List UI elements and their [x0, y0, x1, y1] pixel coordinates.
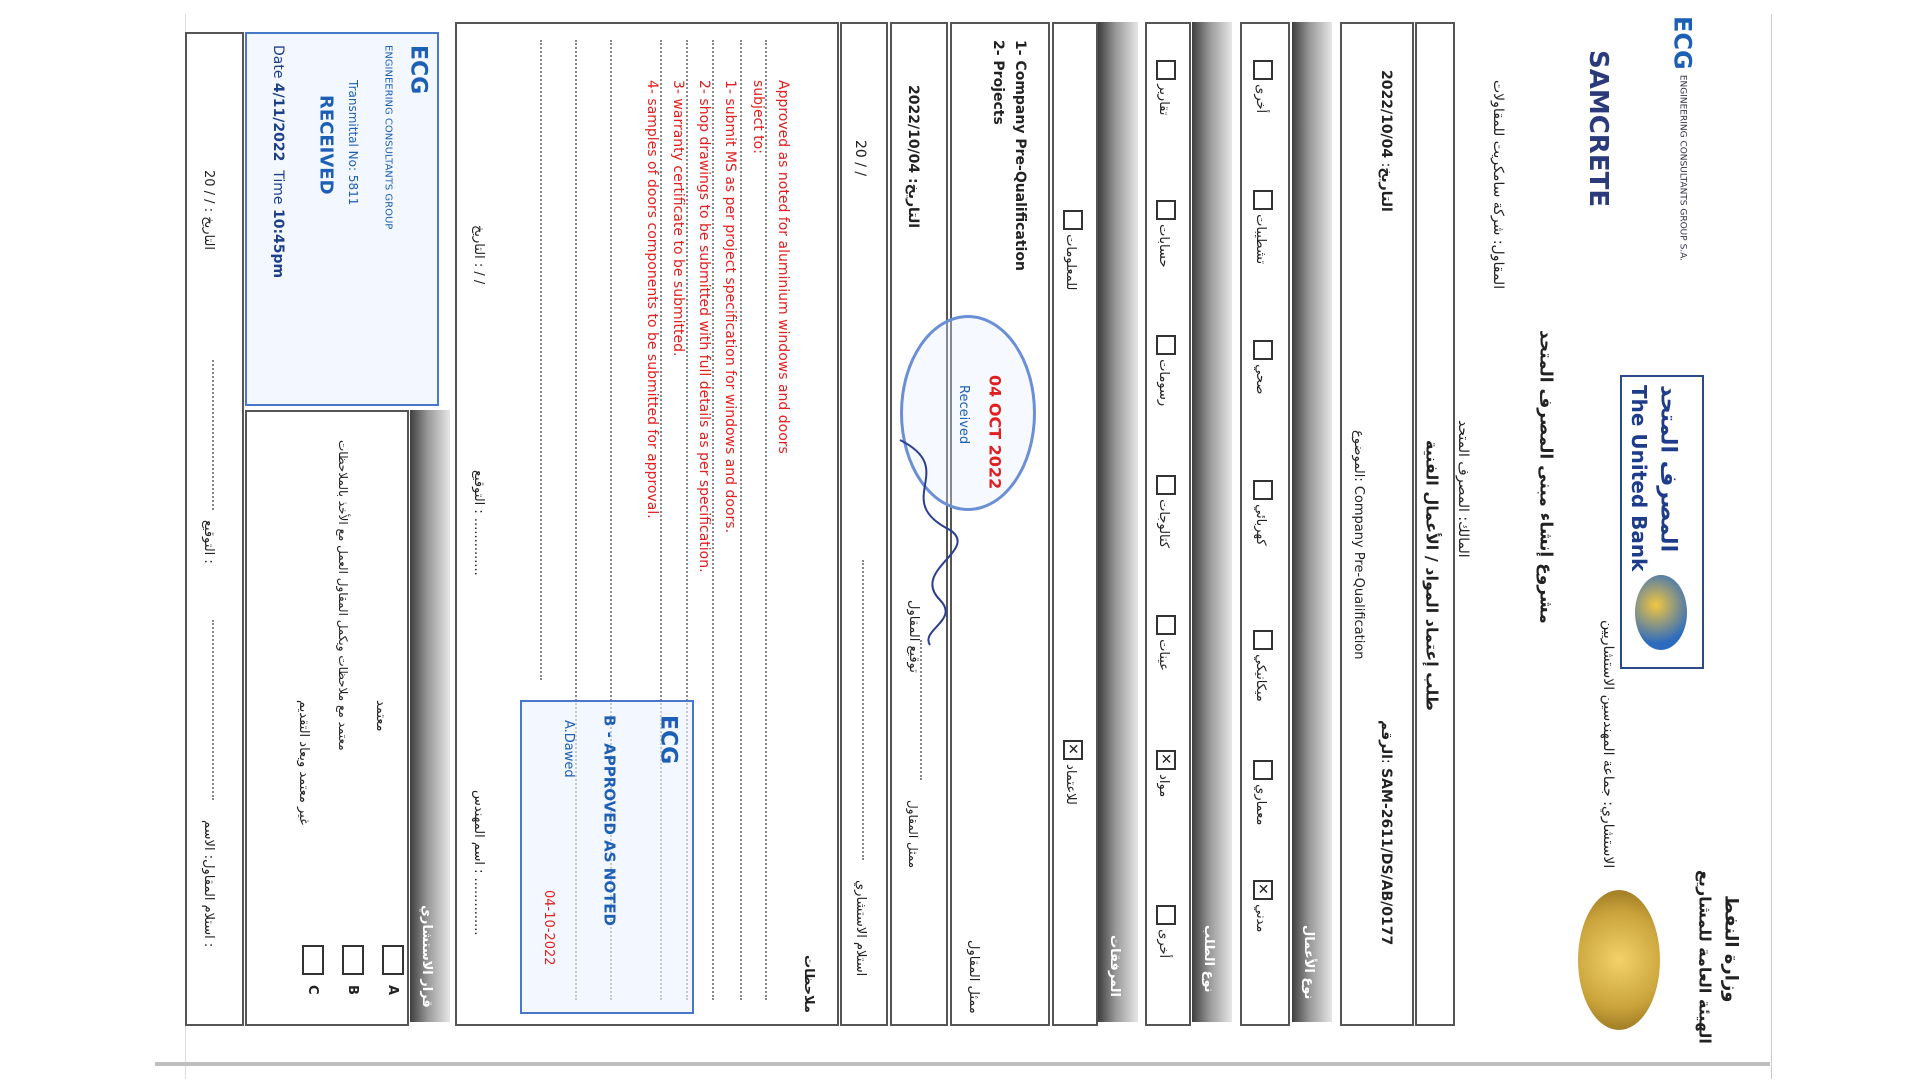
- decision-option-c[interactable]: غير معتمد ويعاد التقديم: [295, 700, 311, 825]
- ecg-approved-title: ECG: [655, 715, 681, 765]
- attach-checkbox-1[interactable]: [1063, 210, 1083, 230]
- decision-code-c: C: [304, 985, 320, 995]
- submittal-checkbox-0[interactable]: ✕: [1156, 750, 1176, 770]
- owner-line: المالك: المصرف المتحد: [1455, 420, 1472, 558]
- submittal-type-label: نوع الطلب: [1200, 925, 1216, 993]
- work-type-item-3[interactable]: كهربائي: [1252, 480, 1273, 546]
- date-field: التاريخ: 2022/10/04: [1378, 70, 1395, 212]
- submittal-checkbox-3[interactable]: [1156, 335, 1176, 355]
- work-type-checkbox-6[interactable]: [1253, 60, 1273, 80]
- ministry-seal: [1578, 890, 1660, 1030]
- submittal-item-1[interactable]: عينات: [1155, 615, 1176, 671]
- decision-checkbox-c[interactable]: [302, 945, 324, 975]
- work-type-item-1[interactable]: معماري: [1252, 760, 1273, 825]
- submittal-item-3[interactable]: رسومات: [1155, 335, 1176, 406]
- contractor-sig-label: توقيع المقاول: [905, 600, 921, 673]
- ref-field: الرقم: SAM-2611/DS/AB/0177: [1378, 720, 1395, 946]
- comment-item-3: 4- samples of doors components to be submitted for approval.: [644, 80, 661, 519]
- contractor-date: التاريخ: 2022/10/04: [905, 85, 922, 229]
- submittal-item-2[interactable]: كتالوجات: [1155, 475, 1176, 548]
- decision-label: قرار الاستشاري: [418, 905, 434, 1008]
- transmittal-stamp-line2: Transmittal No: 5811: [345, 80, 360, 206]
- transmittal-stamp-title: ECG: [405, 45, 431, 95]
- consultant-received-date: 20 / /: [852, 140, 869, 177]
- samcrete-logo: SAMCRETE: [1582, 50, 1613, 208]
- transmittal-stamp-line1: ENGINEERING CONSULTANTS GROUP: [382, 45, 394, 230]
- consultant-received-label: استلام الاستشاري: [852, 880, 868, 977]
- submittal-item-0[interactable]: ✕ مواد: [1155, 750, 1176, 797]
- work-type-checkbox-3[interactable]: [1253, 480, 1273, 500]
- signature-path: [900, 440, 958, 645]
- submittal-checkbox-5[interactable]: [1156, 60, 1176, 80]
- contractor-sig-line: [920, 640, 922, 780]
- comment-item-2: 3- warranty certificate to be submitted.: [670, 80, 687, 357]
- work-type-checkbox-4[interactable]: [1253, 340, 1273, 360]
- decision-checkbox-b[interactable]: [342, 945, 364, 975]
- submittal-item-6[interactable]: أخرى: [1155, 905, 1176, 958]
- decision-option-a[interactable]: معتمد: [372, 700, 388, 732]
- comments-label: ملاحظات: [800, 955, 816, 1013]
- consultant-line: الاستشاري: جماعة المهندسين الاستشاريين: [1600, 620, 1617, 869]
- bank-logo-ar: المصرف المتحد: [1655, 385, 1681, 553]
- authority-name: الهيئة العامة للمشاريع: [1695, 870, 1715, 1044]
- attachments-side-label: ممثل المقاول: [965, 940, 981, 1014]
- work-type-item-5[interactable]: تشطيبات: [1252, 190, 1273, 264]
- attach-item-0[interactable]: ✕ للاعتماد: [1062, 740, 1083, 805]
- comments-rule-8: [540, 40, 542, 680]
- attachments-line-0: 1- Company Pre-Qualification: [1012, 40, 1029, 271]
- work-type-item-0[interactable]: ✕ مدني: [1252, 880, 1273, 932]
- attachments-shade: [1098, 22, 1138, 1022]
- submittal-checkbox-6[interactable]: [1156, 905, 1176, 925]
- footer-name-line: [212, 620, 214, 800]
- ecg-logo: ECG ENGINEERING CONSULTANTS GROUP S.A.: [1668, 16, 1697, 261]
- ecg-approved-name: A.Dawed: [560, 720, 576, 778]
- project-title: مشروع إنشاء مبنى المصرف المتحد: [1535, 330, 1556, 624]
- footer-sig-line: [212, 360, 214, 510]
- work-type-shade: [1292, 22, 1332, 1022]
- work-type-checkbox-5[interactable]: [1253, 190, 1273, 210]
- footer-received: استلام المقاول: الاسم :: [200, 820, 216, 948]
- round-stamp-date: 04 OCT 2022: [985, 375, 1005, 490]
- work-type-checkbox-2[interactable]: [1253, 630, 1273, 650]
- comments-intro: Approved as noted for aluminium windows and doors: [775, 80, 792, 454]
- submittal-item-4[interactable]: حسابات: [1155, 200, 1176, 268]
- bank-logo-en: The United Bank: [1627, 385, 1651, 572]
- comments-rule-3: [712, 40, 714, 1000]
- work-type-checkbox-1[interactable]: [1253, 760, 1273, 780]
- attach-item-1[interactable]: للمعلومات: [1062, 210, 1083, 290]
- decision-checkbox-a[interactable]: [382, 945, 404, 975]
- submittal-checkbox-2[interactable]: [1156, 475, 1176, 495]
- attachments-check-row: [1052, 22, 1098, 1026]
- submittal-checkbox-1[interactable]: [1156, 615, 1176, 635]
- consultant-received-line: [862, 560, 864, 860]
- bank-logo-mark: [1635, 575, 1687, 650]
- submittal-item-5[interactable]: تقارير: [1155, 60, 1176, 115]
- decision-code-b: B: [344, 985, 360, 995]
- work-type-item-4[interactable]: صحي: [1252, 340, 1273, 394]
- engineer-sig-field: التوقيع : ..............: [470, 470, 486, 576]
- page-edge: [155, 1062, 1770, 1066]
- transmittal-stamp-date: Date 4/11/2022 Time 10:45pm: [270, 45, 287, 279]
- form-title: طلب إعتماد المواد / الأعمال الفنية: [1422, 440, 1442, 711]
- decision-option-b[interactable]: معتمد مع ملاحظات ويكمل المقاول العمل مع الأخذ بالملاحظات: [335, 440, 350, 751]
- ministry-name: وزارة النفط: [1720, 895, 1742, 1003]
- transmittal-stamp-received: RECEIVED: [315, 95, 337, 195]
- attachments-label: المرفقات: [1106, 935, 1122, 997]
- decision-code-a: A: [384, 985, 400, 996]
- ecg-approved-date: 04-10-2022: [540, 890, 556, 966]
- submittal-checkbox-4[interactable]: [1156, 200, 1176, 220]
- comments-rule-1: [765, 40, 767, 1000]
- attach-checkbox-0[interactable]: ✕: [1063, 740, 1083, 760]
- subject-field: الموضوع: Company Pre-Qualification: [1350, 430, 1366, 660]
- round-stamp-text: Received: [955, 385, 971, 445]
- contractor-name-field: ممثل المقاول: [905, 800, 920, 869]
- work-type-label: نوع الأعمال: [1300, 925, 1316, 1000]
- work-type-item-6[interactable]: أخرى: [1252, 60, 1273, 113]
- engineer-name-field: اسم المهندس : ..............: [470, 790, 486, 936]
- work-type-checkbox-0[interactable]: ✕: [1253, 880, 1273, 900]
- footer-date: 20 / / : التاريخ: [200, 170, 216, 250]
- footer-sig: التوقيع :: [200, 520, 216, 564]
- ecg-approved-status: B - APPROVED AS NOTED: [600, 715, 619, 926]
- signature-scribble: [880, 430, 990, 650]
- engineer-date-field: التاريخ : / /: [470, 225, 486, 285]
- submittal-type-shade: [1192, 22, 1232, 1022]
- contractor-line: المقاول: شركة سامكريت للمقاولات: [1490, 80, 1507, 290]
- comment-item-1: 2- shop drawings to be submitted with full details as per specification.: [696, 80, 713, 573]
- work-type-item-2[interactable]: ميكانيكي: [1252, 630, 1273, 702]
- comment-item-0: 1- submit MS as per project specification for windows and doors.: [722, 80, 739, 534]
- comments-rule-2: [740, 40, 742, 1000]
- comments-subject-to: subject to:: [750, 80, 767, 154]
- attachments-line-1: 2- Projects: [990, 40, 1007, 125]
